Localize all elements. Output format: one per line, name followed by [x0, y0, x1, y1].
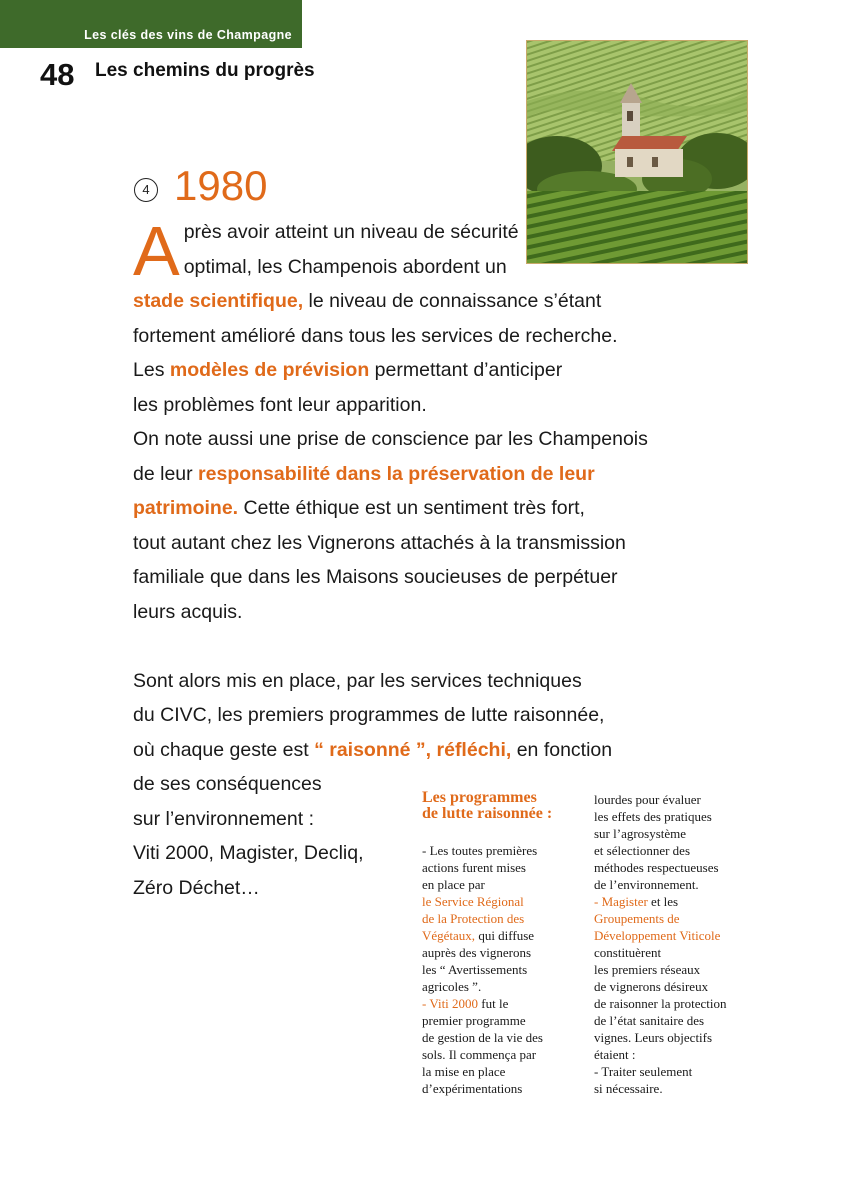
text-segment: familiale que dans les Maisons soucieuses de perpétuer — [133, 566, 618, 588]
text-segment: leurs acquis. — [133, 600, 243, 623]
section-year: 1980 — [174, 162, 268, 209]
sidebar-line — [422, 910, 592, 927]
sidebar-line — [594, 893, 764, 910]
highlight-text: Groupements de — [594, 911, 680, 926]
highlight-text: modèles de prévision — [169, 359, 370, 381]
text-segment: de gestion de la vie des — [422, 1030, 543, 1045]
sidebar-column-right — [594, 791, 764, 1097]
sidebar-line — [422, 1012, 592, 1029]
text-segment: - Traiter seulement — [594, 1064, 693, 1079]
text-segment: permettant d’anticiper — [369, 359, 563, 381]
sidebar-line — [422, 944, 592, 961]
sidebar-line — [594, 910, 764, 927]
sidebar-line — [422, 876, 592, 893]
sidebar-line — [594, 842, 764, 859]
sidebar-line — [594, 927, 764, 944]
sidebar-line — [594, 1063, 764, 1080]
text-segment: méthodes respectueuses — [594, 860, 719, 875]
sidebar-line — [422, 927, 592, 944]
text-segment: tout autant chez les Vignerons attachés à la transmission — [133, 531, 626, 554]
sidebar-line — [422, 1029, 592, 1046]
text-line — [133, 319, 693, 354]
text-line — [133, 250, 693, 285]
text-segment: sols. Il commença par — [422, 1047, 537, 1062]
sidebar-line — [594, 791, 764, 808]
sidebar-line — [422, 893, 592, 910]
sidebar-line — [594, 876, 764, 893]
text-segment: agricoles ”. — [422, 979, 482, 994]
text-segment: Les — [133, 359, 170, 381]
text-line — [133, 215, 693, 250]
step-number-badge: 4 — [134, 178, 158, 202]
text-segment: étaient : — [594, 1047, 636, 1062]
highlight-text: stade scientifique, — [133, 290, 304, 312]
sidebar-line — [422, 859, 592, 876]
text-line — [133, 526, 693, 561]
sidebar-line — [594, 859, 764, 876]
text-segment: lourdes pour évaluer — [594, 792, 701, 807]
text-segment: les problèmes font leur apparition. — [133, 393, 427, 416]
text-segment: premier programme — [422, 1013, 526, 1028]
series-title: Les clés des vins de Champagne — [84, 28, 292, 42]
sidebar-line — [594, 1046, 764, 1063]
text-segment: où chaque geste est — [133, 738, 315, 761]
text-segment: si nécessaire. — [594, 1081, 663, 1096]
text-segment: les premiers réseaux — [594, 962, 701, 977]
text-line — [133, 422, 693, 457]
sidebar-line — [422, 1046, 592, 1063]
drop-cap: A — [133, 212, 180, 290]
sidebar-line — [422, 1080, 592, 1097]
highlight-text: - Magister — [594, 894, 648, 909]
highlight-text: “ raisonné ”, réfléchi, — [314, 738, 512, 761]
text-segment: les effets des pratiques — [594, 809, 712, 824]
text-line — [133, 491, 693, 526]
text-segment: et les — [647, 894, 679, 909]
text-segment: sur l’environnement : — [133, 807, 315, 830]
text-segment: Cette éthique est un sentiment très fort, — [238, 497, 585, 519]
highlight-text: responsabilité dans la préservation de leur — [198, 462, 595, 485]
highlight-text: Végétaux, — [422, 928, 476, 943]
text-segment: vignes. Leurs objectifs — [594, 1030, 713, 1045]
sidebar-title-line: Les programmes — [422, 789, 537, 806]
text-segment: d’expérimentations — [422, 1081, 523, 1096]
text-segment: actions furent mises — [422, 860, 526, 875]
sidebar-line — [594, 1029, 764, 1046]
sidebar-line — [422, 978, 592, 995]
text-segment: Viti 2000, Magister, Decliq, — [133, 842, 364, 864]
sidebar-column-left — [422, 842, 592, 1097]
text-segment: On note aussi une prise de conscience par les Champenois — [133, 428, 648, 450]
text-segment: près avoir atteint un niveau de sécurité — [183, 221, 519, 243]
sidebar-title-line: de lutte raisonnée : — [422, 805, 553, 822]
text-segment: en place par — [422, 877, 485, 892]
text-segment: de vignerons désireux — [594, 979, 709, 994]
sidebar-line — [594, 995, 764, 1012]
text-segment: les “ Avertissements — [422, 962, 528, 977]
highlight-text: de la Protection des — [422, 911, 525, 926]
page-number: 48 — [40, 57, 75, 92]
sidebar-line — [422, 961, 592, 978]
sidebar-line — [594, 944, 764, 961]
text-segment: - Les toutes premières — [422, 843, 538, 858]
text-segment: constituèrent — [594, 945, 662, 960]
text-line — [133, 733, 693, 768]
text-segment: Zéro Déchet… — [133, 876, 260, 899]
highlight-text: le Service Régional — [422, 894, 524, 909]
text-segment: de leur — [133, 462, 199, 485]
text-segment: la mise en place — [422, 1064, 506, 1079]
sidebar-line — [594, 978, 764, 995]
text-segment: du CIVC, les premiers programmes de lutte raisonnée, — [133, 704, 605, 726]
text-segment: en fonction — [511, 738, 613, 761]
text-line — [133, 664, 693, 699]
text-segment: le niveau de connaissance s’étant — [303, 290, 602, 312]
text-segment: de l’état sanitaire des — [594, 1013, 705, 1028]
sidebar-title — [422, 790, 552, 822]
text-line — [133, 560, 693, 595]
text-segment: fut le — [478, 996, 509, 1011]
text-segment: Sont alors mis en place, par les services techniques — [133, 669, 582, 692]
sidebar-line — [594, 808, 764, 825]
text-segment: sur l’agrosystème — [594, 826, 687, 841]
text-segment: optimal, les Champenois abordent un — [183, 255, 507, 278]
chapter-title: Les chemins du progrès — [95, 60, 315, 81]
highlight-text: - Viti 2000 — [422, 996, 479, 1011]
text-line — [133, 595, 693, 630]
text-segment: de raisonner la protection — [594, 996, 727, 1011]
highlight-text: Développement Viticole — [594, 928, 721, 943]
sidebar-line — [422, 1063, 592, 1080]
text-segment: auprès des vignerons — [422, 945, 532, 960]
text-line — [133, 698, 693, 733]
sidebar-line — [594, 825, 764, 842]
text-segment: de l’environnement. — [594, 877, 699, 892]
highlight-text: patrimoine. — [133, 497, 239, 519]
sidebar-line — [594, 1080, 764, 1097]
text-segment: qui diffuse — [475, 928, 535, 943]
text-line — [133, 284, 693, 319]
sidebar-line — [422, 995, 592, 1012]
text-line — [133, 457, 693, 492]
text-segment: fortement amélioré dans tous les services de recherche. — [133, 324, 618, 347]
text-segment: de ses conséquences — [133, 773, 322, 795]
series-header-band — [0, 0, 302, 48]
sidebar-line — [594, 1012, 764, 1029]
sidebar-line — [422, 842, 592, 859]
sidebar-line — [594, 961, 764, 978]
text-line — [133, 353, 693, 388]
text-line — [133, 388, 693, 423]
text-segment: et sélectionner des — [594, 843, 691, 858]
